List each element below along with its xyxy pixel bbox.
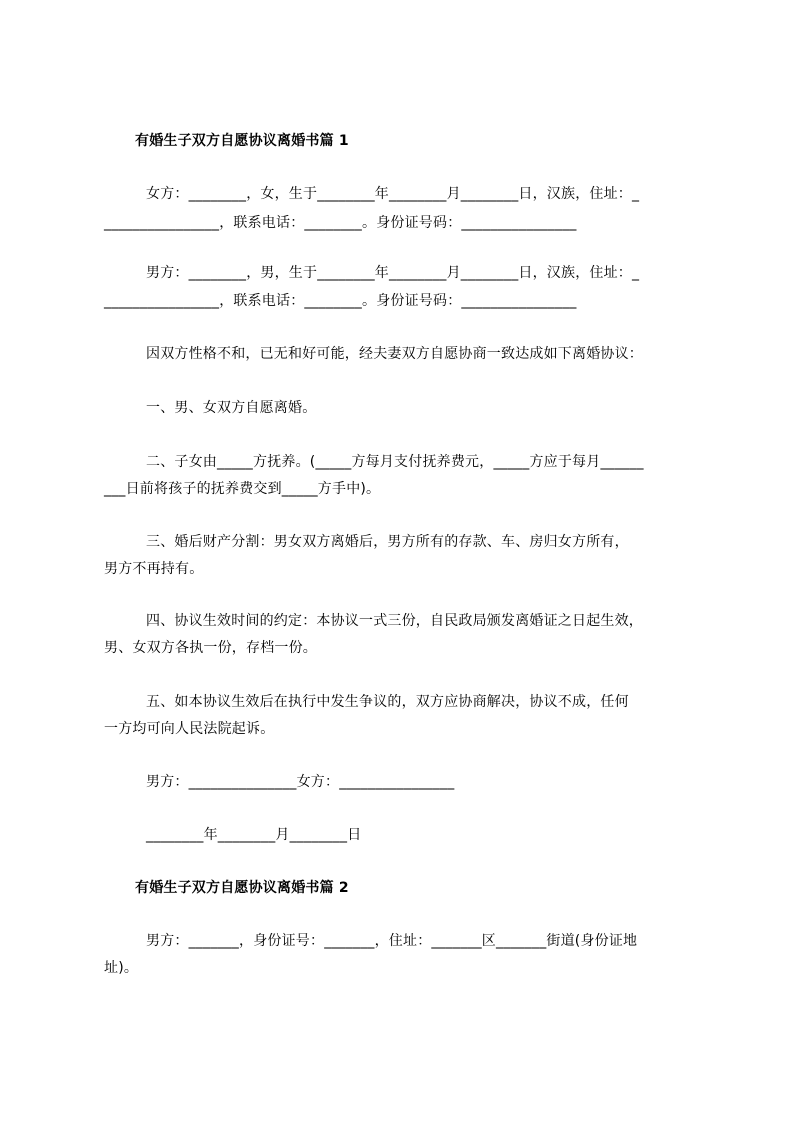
section2-male-line1: 男方：_______，身份证号：_______，住址：_______区_______街道(身份证地 [146, 933, 638, 949]
section1-title: 有婚生子双方自愿协议离婚书篇 1 [135, 133, 349, 149]
signature-line: 男方：_______________女方：________________ [146, 774, 455, 790]
clause-3-line2: 男方不再持有。 [104, 561, 204, 577]
clause-5-line2: 一方均可向人民法院起诉。 [104, 721, 275, 737]
intro-paragraph: 因双方性格不和，已无和好可能，经夫妻双方自愿协商一致达成如下离婚协议： [146, 346, 643, 362]
female-info-line2: ________________，联系电话：________。身份证号码：________________ [104, 215, 577, 231]
clause-4-line1: 四、协议生效时间的约定：本协议一式三份，自民政局颁发离婚证之日起生效， [146, 613, 643, 629]
clause-5-line1: 五、如本协议生效后在执行中发生争议的，双方应协商解决，协议不成，任何 [146, 694, 629, 710]
clause-4-line2: 男、女双方各执一份，存档一份。 [104, 640, 317, 656]
female-info-line1: 女方：________，女，生于________年________月________日，汉族，住址：_ [146, 186, 640, 202]
clause-1: 一、男、女双方自愿离婚。 [146, 400, 317, 416]
male-info-line2: ________________，联系电话：________。身份证号码：________________ [104, 293, 577, 309]
male-info-line1: 男方：________，男，生于________年________月________日，汉族，住址：_ [146, 265, 640, 281]
date-line: ________年________月________日 [146, 827, 362, 843]
clause-2-line1: 二、子女由_____方抚养。(_____方每月支付抚养费元，_____方应于每月______ [146, 454, 644, 470]
section2-title: 有婚生子双方自愿协议离婚书篇 2 [135, 880, 349, 896]
clause-3-line1: 三、婚后财产分割：男女双方离婚后，男方所有的存款、车、房归女方所有， [146, 534, 629, 550]
clause-2-line2: ___日前将孩子的抚养费交到_____方手中)。 [104, 481, 381, 497]
section2-male-line2: 址)。 [104, 960, 139, 976]
